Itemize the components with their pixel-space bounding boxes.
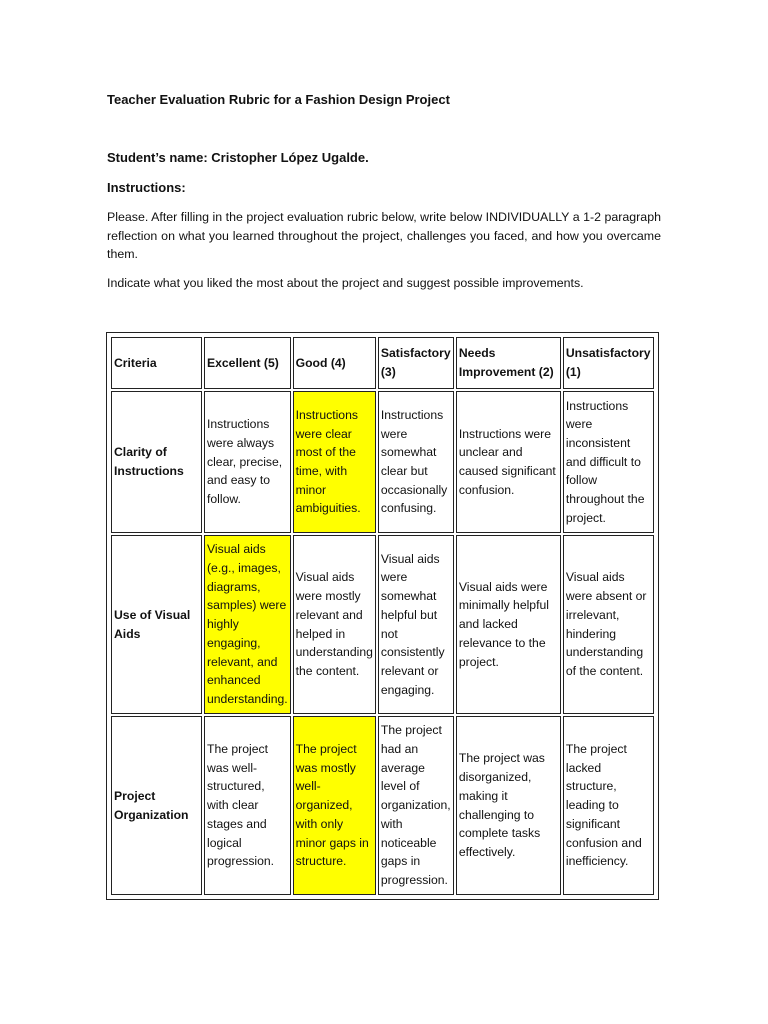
cell-org-unsatisfactory: The project lacked structure, leading to significant confusion and inefficiency. (563, 716, 654, 895)
instructions-paragraph-2: Indicate what you liked the most about the project and suggest possible improvements. (107, 276, 584, 290)
header-satisfactory: Satisfactory (3) (378, 337, 454, 389)
rubric-header-row (111, 337, 654, 389)
rubric-table-frame (106, 332, 659, 900)
cell-visual-unsatisfactory: Visual aids were absent or irrelevant, hindering understanding of the content. (563, 535, 654, 714)
document-title: Teacher Evaluation Rubric for a Fashion Design Project (107, 92, 450, 107)
cell-visual-excellent-selected: Visual aids (e.g., images, diagrams, samples) were highly engaging, relevant, and enhanced understanding. (204, 535, 291, 714)
header-excellent: Excellent (5) (204, 337, 291, 389)
rubric-table (109, 335, 656, 897)
header-needs-improvement: Needs Improvement (2) (456, 337, 561, 389)
rubric-row-visual-aids (111, 535, 654, 714)
rubric-row-organization (111, 716, 654, 895)
cell-visual-needs-improvement: Visual aids were minimally helpful and lacked relevance to the project. (456, 535, 561, 714)
cell-clarity-needs-improvement: Instructions were unclear and caused significant confusion. (456, 391, 561, 533)
header-unsatisfactory: Unsatisfactory (1) (563, 337, 654, 389)
cell-org-needs-improvement: The project was disorganized, making it challenging to complete tasks effectively. (456, 716, 561, 895)
rubric-row-clarity (111, 391, 654, 533)
student-name: Student’s name: Cristopher López Ugalde. (107, 150, 369, 165)
criterion-visual-aids: Use of Visual Aids (111, 535, 202, 714)
header-good: Good (4) (293, 337, 376, 389)
cell-clarity-unsatisfactory: Instructions were inconsistent and difficult to follow throughout the project. (563, 391, 654, 533)
cell-visual-satisfactory: Visual aids were somewhat helpful but not consistently relevant or engaging. (378, 535, 454, 714)
cell-visual-good: Visual aids were mostly relevant and helped in understanding the content. (293, 535, 376, 714)
criterion-organization: Project Organization (111, 716, 202, 895)
header-criteria: Criteria (111, 337, 202, 389)
cell-clarity-good-selected: Instructions were clear most of the time, with minor ambiguities. (293, 391, 376, 533)
criterion-clarity: Clarity of Instructions (111, 391, 202, 533)
cell-org-satisfactory: The project had an average level of organization, with noticeable gaps in progression. (378, 716, 454, 895)
cell-org-excellent: The project was well-structured, with clear stages and logical progression. (204, 716, 291, 895)
cell-clarity-excellent: Instructions were always clear, precise, and easy to follow. (204, 391, 291, 533)
instructions-paragraph-1: Please. After filling in the project evaluation rubric below, write below INDIVIDUALLY a 1-2 paragraph reflection on what you learned throughout the project, challenges you faced, and how you overcame them. (107, 210, 661, 261)
instructions-heading: Instructions: (107, 180, 186, 195)
cell-org-good-selected: The project was mostly well-organized, with only minor gaps in structure. (293, 716, 376, 895)
cell-clarity-satisfactory: Instructions were somewhat clear but occasionally confusing. (378, 391, 454, 533)
